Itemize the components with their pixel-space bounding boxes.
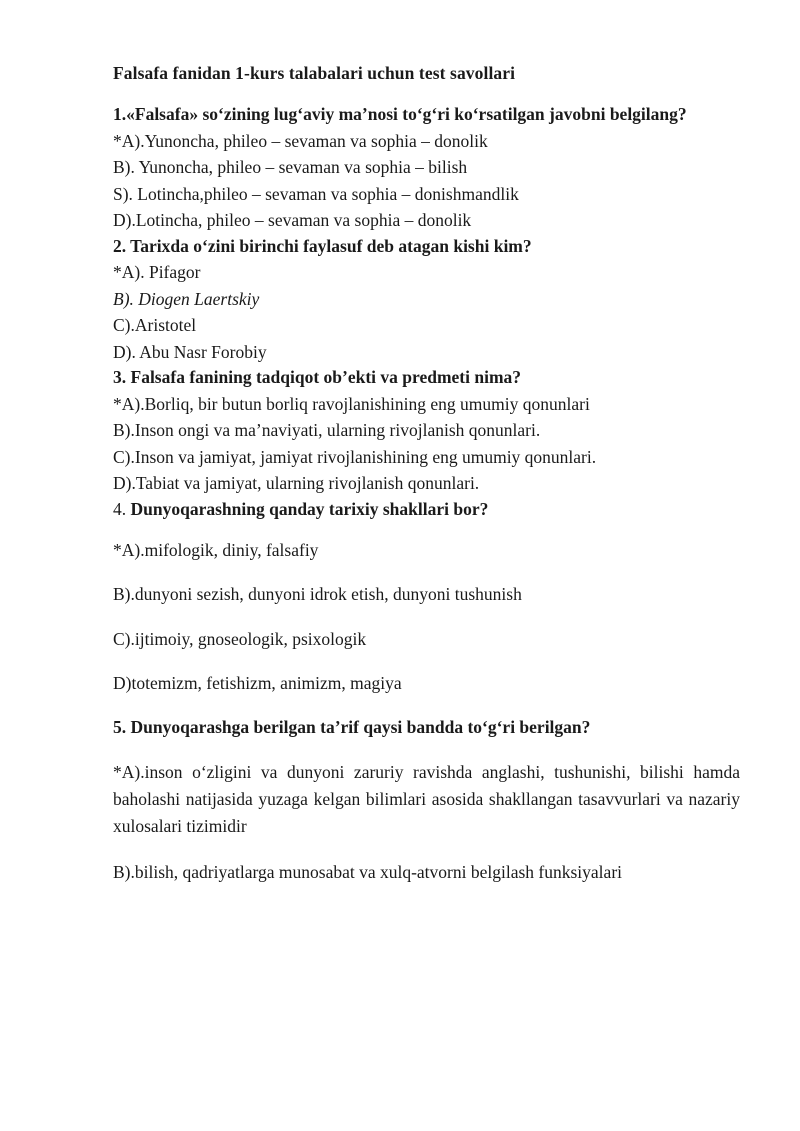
question-1-option-s: S). Lotincha,phileo – sevaman va sophia – donishmandlik [113,183,519,204]
question-1-option-b: B). Yunoncha, phileo – sevaman va sophia – bilish [113,157,468,178]
question-4-option-b: B).dunyoni sezish, dunyoni idrok etish, dunyoni tushunish [113,584,522,605]
question-1-option-a: *A).Yunoncha, phileo – sevaman va sophia – donolik [113,130,488,151]
question-5-option-a: *A).inson o‘zligini va dunyoni zaruriy ravishda anglashi, tushunishi, bilishi hamda baholashi natijasida yuzaga kelgan bilimlari asosida shakllangan tasavvurlari va nazariy xulosalari tizimidir [113,762,740,837]
question-5-prompt: 5. Dunyoqarashga berilgan ta’rif qaysi bandda to‘g‘ri berilgan? [113,716,591,737]
question-4-option-d: D)totemizm, fetishizm, animizm, magiya [113,673,402,694]
question-3-option-a: *A).Borliq, bir butun borliq ravojlanishining eng umumiy qonunlari [113,393,590,414]
question-3-option-b: B).Inson ongi va ma’naviyati, ularning rivojlanish qonunlari. [113,420,541,441]
question-2-option-a: *A). Pifagor [113,262,201,283]
question-2-option-c: C).Aristotel [113,315,197,336]
question-4-option-c: C).ijtimoiy, gnoseologik, psixologik [113,628,367,649]
page-title: Falsafa fanidan 1-kurs talabalari uchun test savollari [113,63,516,83]
question-2-option-d: D). Abu Nasr Forobiy [113,341,267,362]
question-4-text: Dunyoqarashning qanday tarixiy shakllari bor? [130,498,489,519]
question-3-option-c: C).Inson va jamiyat, jamiyat rivojlanishining eng umumiy qonunlari. [113,446,597,467]
question-5-option-b: B).bilish, qadriyatlarga munosabat va xulq-atvorni belgilash funksiyalari [113,861,623,882]
question-3-prompt: 3. Falsafa fanining tadqiqot ob’ekti va predmeti nima? [113,367,522,388]
question-2-prompt: 2. Tarixda o‘zini birinchi faylasuf deb atagan kishi kim? [113,235,532,256]
question-4-number: 4. [113,498,131,519]
question-4-prompt [113,498,740,522]
question-1-prompt: 1.«Falsafa» so‘zining lug‘aviy ma’nosi to‘g‘ri ko‘rsatilgan javobni belgilang? [113,104,687,125]
question-2-option-b: B). Diogen Laertskiy [113,288,260,309]
question-4-option-a: *A).mifologik, diniy, falsafiy [113,539,319,560]
question-1-option-d: D).Lotincha, phileo – sevaman va sophia – donolik [113,210,472,231]
question-3-option-d: D).Tabiat va jamiyat, ularning rivojlanish qonunlari. [113,473,480,494]
